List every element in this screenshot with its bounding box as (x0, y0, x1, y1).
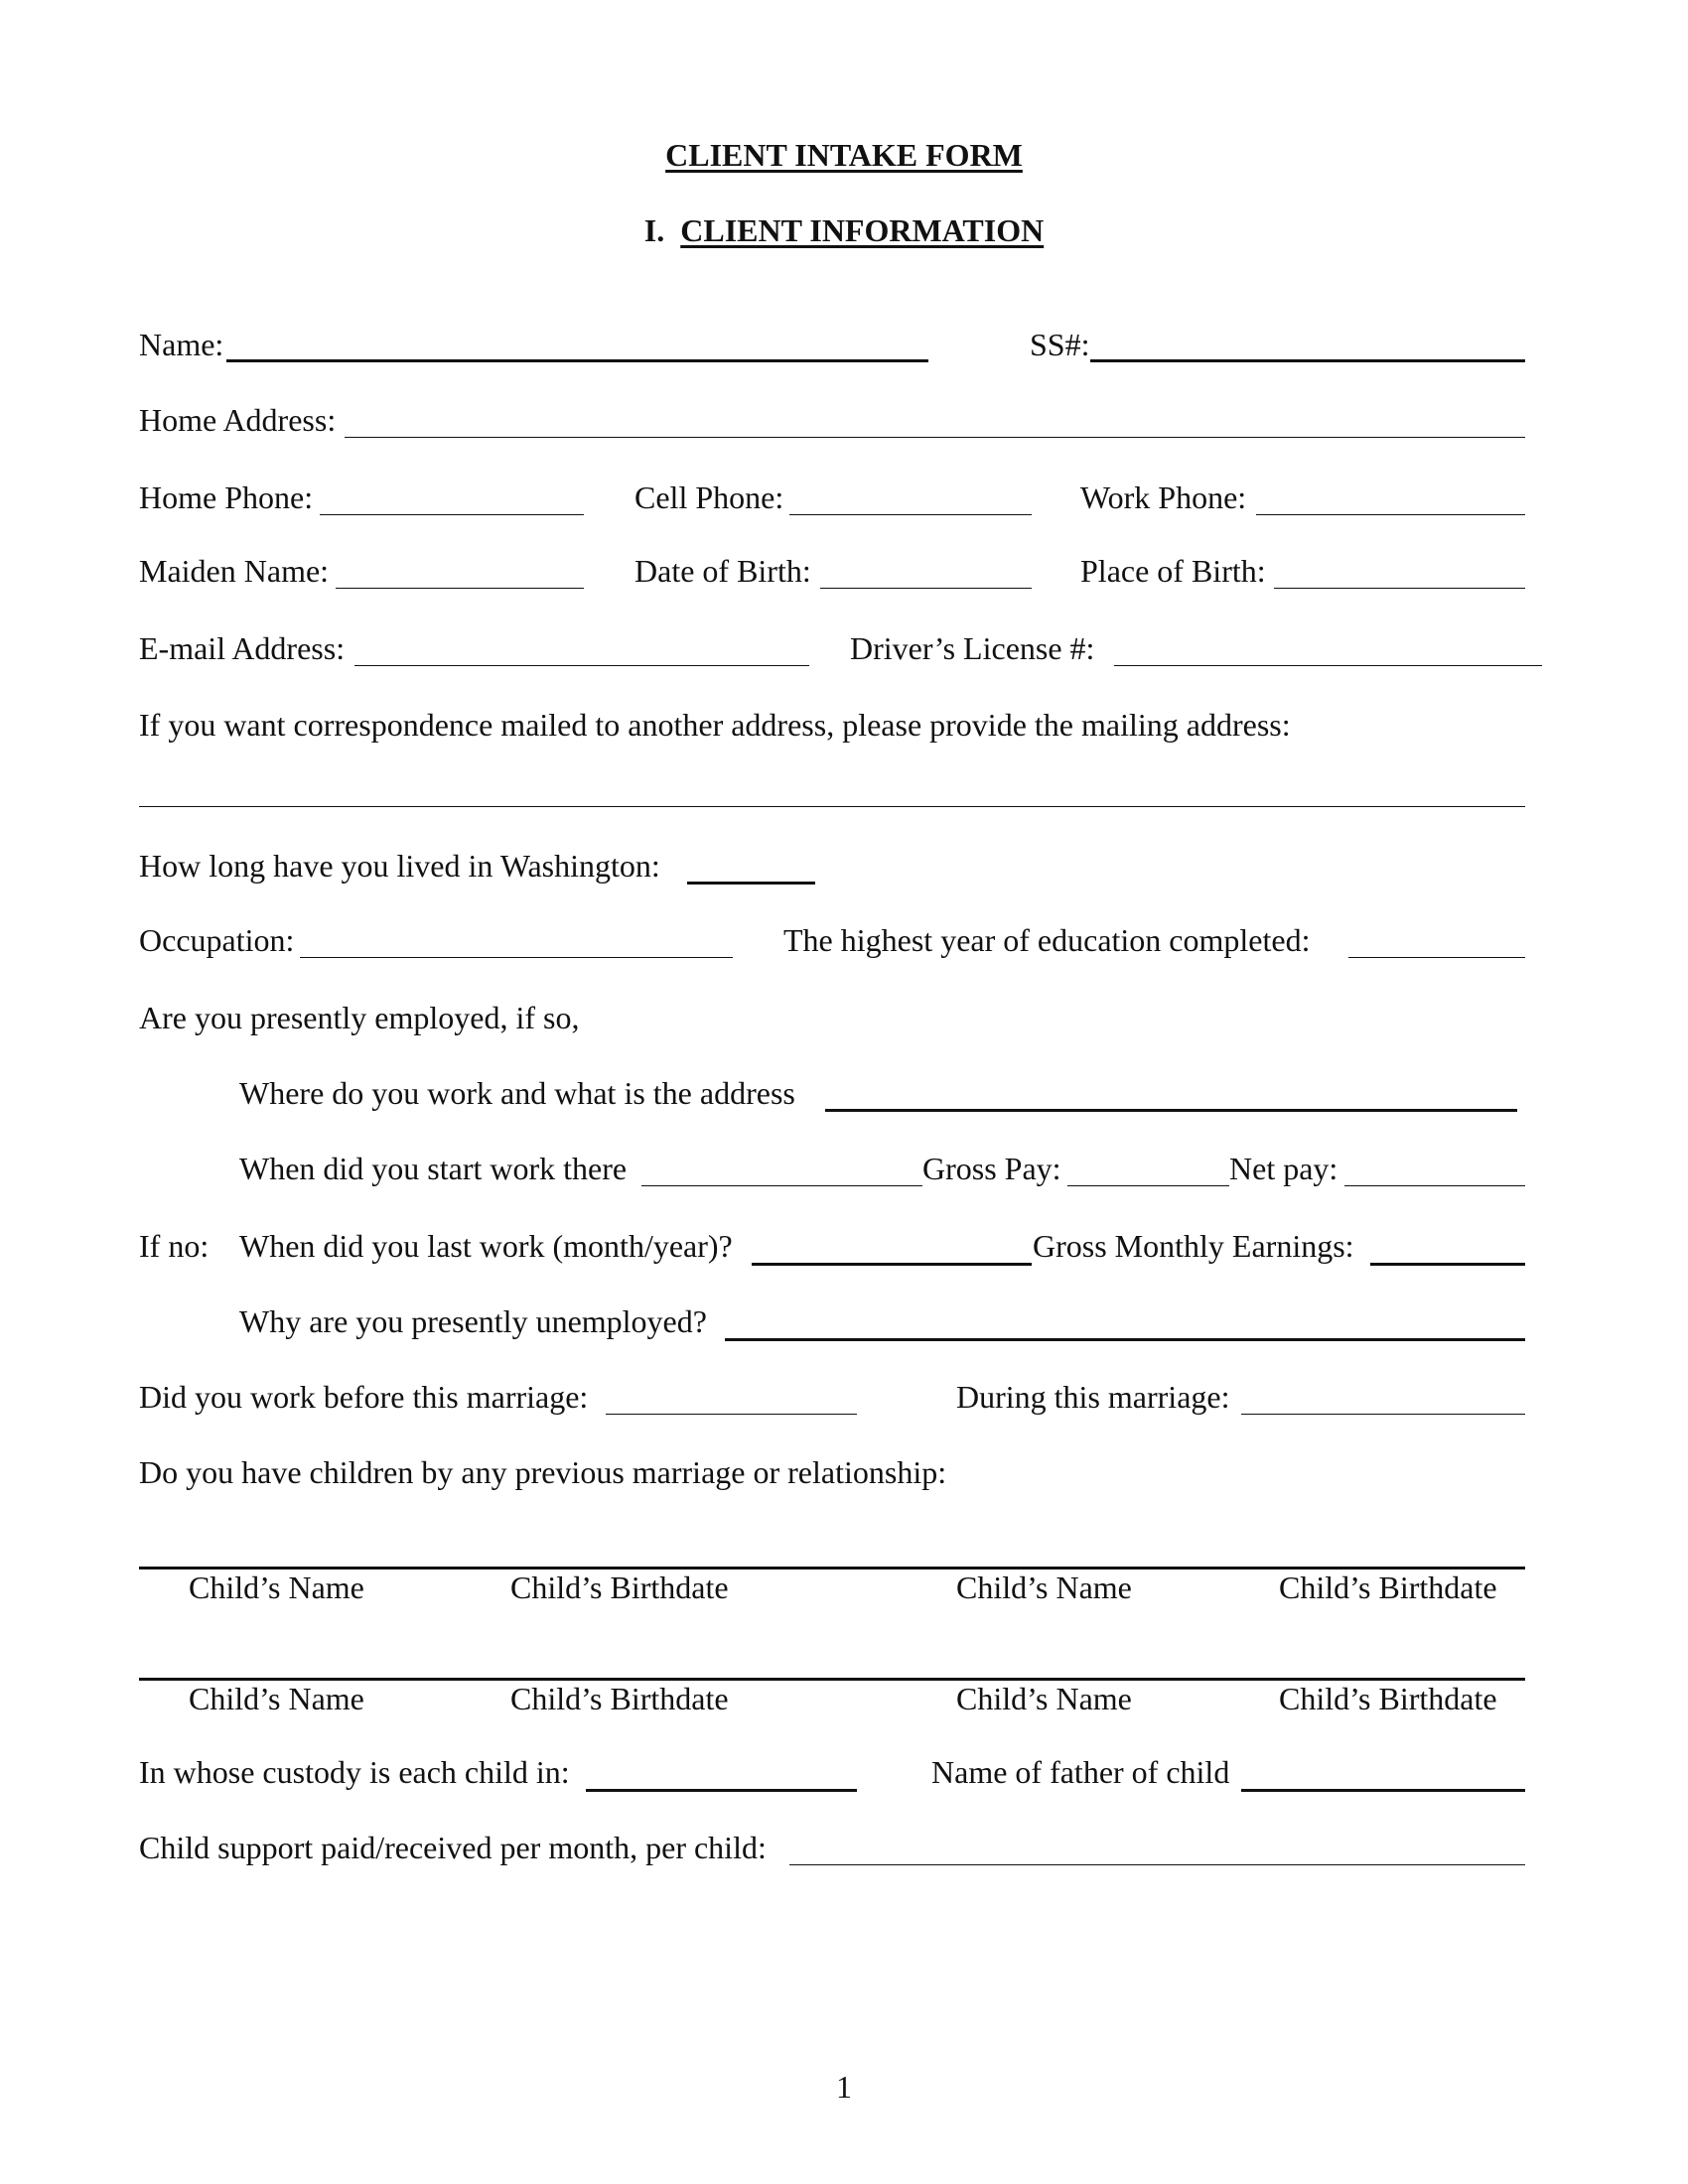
child-name-label: Child’s Name (189, 1681, 364, 1716)
net-pay-field[interactable] (1344, 1185, 1525, 1186)
name-label: Name: (139, 327, 224, 362)
place-of-birth-label: Place of Birth: (1080, 553, 1266, 589)
gross-pay-field[interactable] (1067, 1185, 1229, 1186)
child-birthdate-label: Child’s Birthdate (1279, 1570, 1497, 1605)
work-before-marriage-field[interactable] (606, 1414, 857, 1415)
place-of-birth-field[interactable] (1274, 588, 1525, 589)
employed-question: Are you presently employed, if so, (139, 1000, 580, 1035)
work-address-field[interactable] (825, 1109, 1517, 1112)
start-work-label: When did you start work there (239, 1151, 628, 1186)
name-field[interactable] (226, 359, 928, 362)
drivers-license-field[interactable] (1114, 665, 1542, 666)
why-unemployed-field[interactable] (725, 1338, 1525, 1341)
mailing-address-field[interactable] (139, 806, 1525, 807)
child-support-field[interactable] (789, 1864, 1525, 1865)
children-question: Do you have children by any previous marriage or relationship: (139, 1454, 947, 1490)
email-label: E-mail Address: (139, 630, 346, 666)
child-name-label: Child’s Name (956, 1681, 1132, 1716)
child-birthdate-label: Child’s Birthdate (1279, 1681, 1497, 1716)
home-address-label: Home Address: (139, 402, 337, 438)
occupation-field[interactable] (300, 957, 733, 958)
education-label: The highest year of education completed: (783, 922, 1311, 958)
ssn-field[interactable] (1090, 359, 1525, 362)
work-before-marriage-label: Did you work before this marriage: (139, 1379, 589, 1415)
last-work-label: When did you last work (month/year)? (239, 1228, 733, 1264)
why-unemployed-label: Why are you presently unemployed? (239, 1303, 707, 1339)
form-title: CLIENT INTAKE FORM (665, 137, 1023, 173)
section-number: I. (643, 212, 665, 248)
work-address-label: Where do you work and what is the address (239, 1075, 795, 1111)
date-of-birth-field[interactable] (820, 588, 1032, 589)
father-label: Name of father of child (931, 1754, 1230, 1790)
last-work-field[interactable] (752, 1263, 1032, 1266)
home-phone-label: Home Phone: (139, 479, 314, 515)
washington-label: How long have you lived in Washington: (139, 848, 660, 884)
section-title: CLIENT INFORMATION (680, 212, 1045, 248)
father-field[interactable] (1241, 1789, 1525, 1792)
child-birthdate-label: Child’s Birthdate (510, 1681, 729, 1716)
net-pay-label: Net pay: (1229, 1151, 1338, 1186)
if-no-label: If no: (139, 1228, 210, 1264)
child-name-label: Child’s Name (956, 1570, 1132, 1605)
cell-phone-field[interactable] (789, 514, 1032, 515)
mailing-address-note: If you want correspondence mailed to another address, please provide the mailing address: (139, 707, 1291, 743)
custody-label: In whose custody is each child in: (139, 1754, 570, 1790)
gross-monthly-label: Gross Monthly Earnings: (1033, 1228, 1354, 1264)
gross-monthly-field[interactable] (1370, 1263, 1525, 1266)
home-address-field[interactable] (345, 437, 1525, 438)
during-marriage-field[interactable] (1241, 1414, 1525, 1415)
occupation-label: Occupation: (139, 922, 295, 958)
education-field[interactable] (1348, 957, 1525, 958)
custody-field[interactable] (586, 1789, 857, 1792)
maiden-name-field[interactable] (336, 588, 584, 589)
child-support-label: Child support paid/received per month, per child: (139, 1830, 767, 1865)
email-field[interactable] (354, 665, 809, 666)
drivers-license-label: Driver’s License #: (850, 630, 1095, 666)
child-name-label: Child’s Name (189, 1570, 364, 1605)
during-marriage-label: During this marriage: (956, 1379, 1230, 1415)
date-of-birth-label: Date of Birth: (634, 553, 811, 589)
washington-field[interactable] (687, 882, 815, 885)
section-heading (0, 212, 1688, 249)
gross-pay-label: Gross Pay: (922, 1151, 1061, 1186)
cell-phone-label: Cell Phone: (634, 479, 784, 515)
child-birthdate-label: Child’s Birthdate (510, 1570, 729, 1605)
ssn-label: SS#: (1030, 327, 1090, 362)
work-phone-field[interactable] (1256, 514, 1525, 515)
maiden-name-label: Maiden Name: (139, 553, 330, 589)
work-phone-label: Work Phone: (1080, 479, 1247, 515)
start-work-field[interactable] (641, 1185, 922, 1186)
home-phone-field[interactable] (320, 514, 584, 515)
page-number: 1 (836, 2069, 852, 2105)
